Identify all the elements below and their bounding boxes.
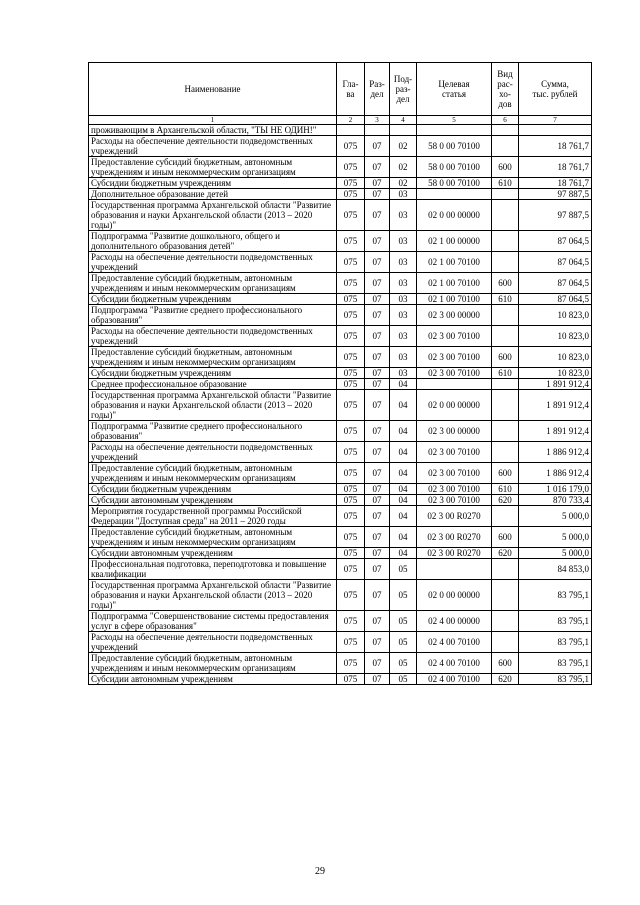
cell-vid [492, 580, 519, 611]
cell-name: Подпрограмма "Развитие дошкольного, общего и дополнительного образования детей" [89, 231, 337, 252]
cell-podrazdel: 04 [390, 442, 417, 463]
cell-summa: 870 733,4 [519, 495, 592, 506]
column-number: 5 [417, 116, 492, 125]
cell-name: Расходы на обеспечение деятельности подведомственных учреждений [89, 632, 337, 653]
cell-statya: 02 0 00 00000 [417, 200, 492, 231]
cell-summa: 18 761,7 [519, 136, 592, 157]
cell-glava: 075 [337, 421, 365, 442]
column-number: 7 [519, 116, 592, 125]
cell-statya: 02 3 00 70100 [417, 484, 492, 495]
cell-statya: 02 3 00 R0270 [417, 506, 492, 527]
cell-vid [492, 189, 519, 200]
column-number: 1 [89, 116, 337, 125]
cell-glava: 075 [337, 273, 365, 294]
cell-summa: 18 761,7 [519, 157, 592, 178]
cell-podrazdel: 03 [390, 347, 417, 368]
table-row [89, 484, 592, 495]
table-row [89, 506, 592, 527]
cell-glava: 075 [337, 368, 365, 379]
cell-razdel: 07 [365, 653, 390, 674]
cell-vid [492, 136, 519, 157]
cell-glava: 075 [337, 674, 365, 685]
table-row [89, 548, 592, 559]
column-number-row [89, 116, 592, 125]
cell-vid: 610 [492, 178, 519, 189]
cell-glava: 075 [337, 653, 365, 674]
cell-name: Расходы на обеспечение деятельности подведомственных учреждений [89, 326, 337, 347]
column-number: 2 [337, 116, 365, 125]
header-summa: Сумма, тыс. рублей [519, 63, 592, 116]
cell-vid [492, 125, 519, 136]
cell-razdel: 07 [365, 347, 390, 368]
cell-name: Подпрограмма "Совершенствование системы предоставления услуг в сфере образования" [89, 611, 337, 632]
cell-razdel: 07 [365, 294, 390, 305]
cell-razdel: 07 [365, 674, 390, 685]
cell-statya [417, 125, 492, 136]
cell-podrazdel: 04 [390, 495, 417, 506]
cell-vid: 610 [492, 484, 519, 495]
cell-podrazdel: 05 [390, 580, 417, 611]
header-podrazdel: Под- раз- дел [390, 63, 417, 116]
cell-glava: 075 [337, 294, 365, 305]
cell-name: Предоставление субсидий бюджетным, автономным учреждениям и иным некоммерческим организациям [89, 463, 337, 484]
cell-razdel: 07 [365, 548, 390, 559]
cell-podrazdel: 05 [390, 611, 417, 632]
cell-podrazdel: 04 [390, 421, 417, 442]
table-row [89, 326, 592, 347]
cell-name: Субсидии автономным учреждениям [89, 674, 337, 685]
cell-glava: 075 [337, 463, 365, 484]
cell-vid [492, 379, 519, 390]
cell-podrazdel: 05 [390, 653, 417, 674]
cell-podrazdel: 02 [390, 157, 417, 178]
cell-glava: 075 [337, 580, 365, 611]
cell-razdel: 07 [365, 484, 390, 495]
cell-razdel [365, 125, 390, 136]
cell-vid: 620 [492, 548, 519, 559]
header-name: Наименование [89, 63, 337, 116]
cell-vid [492, 231, 519, 252]
document-page [88, 62, 591, 685]
table-row [89, 200, 592, 231]
cell-statya [417, 189, 492, 200]
table-row [89, 368, 592, 379]
cell-statya: 02 1 00 70100 [417, 252, 492, 273]
cell-podrazdel: 04 [390, 463, 417, 484]
table-row [89, 390, 592, 421]
page-number: 29 [315, 866, 325, 877]
column-number: 3 [365, 116, 390, 125]
cell-name: Предоставление субсидий бюджетным, автономным учреждениям и иным некоммерческим организациям [89, 653, 337, 674]
cell-name: проживающим в Архангельской области, "ТЫ НЕ ОДИН!" [89, 125, 337, 136]
cell-podrazdel: 03 [390, 368, 417, 379]
cell-vid [492, 611, 519, 632]
cell-glava: 075 [337, 136, 365, 157]
cell-glava: 075 [337, 231, 365, 252]
cell-podrazdel: 03 [390, 273, 417, 294]
cell-summa: 1 886 912,4 [519, 442, 592, 463]
cell-name: Предоставление субсидий бюджетным, автономным учреждениям и иным некоммерческим организациям [89, 157, 337, 178]
cell-podrazdel: 05 [390, 559, 417, 580]
table-row [89, 442, 592, 463]
cell-summa: 97 887,5 [519, 189, 592, 200]
cell-summa: 87 064,5 [519, 273, 592, 294]
cell-razdel: 07 [365, 390, 390, 421]
cell-razdel: 07 [365, 326, 390, 347]
cell-glava: 075 [337, 548, 365, 559]
cell-statya: 02 3 00 70100 [417, 463, 492, 484]
table-row [89, 611, 592, 632]
cell-razdel: 07 [365, 136, 390, 157]
cell-razdel: 07 [365, 611, 390, 632]
cell-vid [492, 305, 519, 326]
cell-podrazdel: 04 [390, 379, 417, 390]
cell-razdel: 07 [365, 421, 390, 442]
cell-glava: 075 [337, 379, 365, 390]
cell-summa: 84 853,0 [519, 559, 592, 580]
table-row [89, 632, 592, 653]
cell-vid [492, 559, 519, 580]
cell-summa: 97 887,5 [519, 200, 592, 231]
cell-name: Мероприятия государственной программы Российской Федерации "Доступная среда" на 2011 – 2020 годы [89, 506, 337, 527]
cell-razdel: 07 [365, 527, 390, 548]
cell-razdel: 07 [365, 559, 390, 580]
table-row [89, 305, 592, 326]
cell-summa: 87 064,5 [519, 252, 592, 273]
cell-summa: 1 886 912,4 [519, 463, 592, 484]
cell-glava: 075 [337, 442, 365, 463]
cell-statya [417, 559, 492, 580]
table-row [89, 273, 592, 294]
header-statya: Целевая статья [417, 63, 492, 116]
cell-statya: 58 0 00 70100 [417, 178, 492, 189]
cell-name: Предоставление субсидий бюджетным, автономным учреждениям и иным некоммерческим организациям [89, 347, 337, 368]
table-row [89, 294, 592, 305]
cell-summa: 10 823,0 [519, 368, 592, 379]
table-row [89, 653, 592, 674]
table-row [89, 463, 592, 484]
cell-razdel: 07 [365, 506, 390, 527]
cell-glava: 075 [337, 347, 365, 368]
cell-razdel: 07 [365, 368, 390, 379]
cell-name: Государственная программа Архангельской области "Развитие образования и науки Архангельской области (2013 – 2020 годы)" [89, 390, 337, 421]
cell-summa: 83 795,1 [519, 632, 592, 653]
cell-name: Субсидии автономным учреждениям [89, 548, 337, 559]
cell-summa: 1 891 912,4 [519, 390, 592, 421]
cell-summa: 83 795,1 [519, 653, 592, 674]
cell-podrazdel: 03 [390, 200, 417, 231]
cell-statya: 02 0 00 00000 [417, 580, 492, 611]
cell-podrazdel: 04 [390, 527, 417, 548]
table-row [89, 347, 592, 368]
table-row [89, 252, 592, 273]
cell-podrazdel: 04 [390, 506, 417, 527]
cell-vid [492, 390, 519, 421]
cell-razdel: 07 [365, 632, 390, 653]
header-vid: Вид рас- хо- дов [492, 63, 519, 116]
cell-podrazdel: 02 [390, 178, 417, 189]
cell-glava: 075 [337, 611, 365, 632]
cell-podrazdel: 03 [390, 252, 417, 273]
cell-razdel: 07 [365, 231, 390, 252]
cell-statya: 58 0 00 70100 [417, 157, 492, 178]
cell-name: Государственная программа Архангельской области "Развитие образования и науки Архангельской области (2013 – 2020 годы)" [89, 580, 337, 611]
cell-vid [492, 442, 519, 463]
cell-statya: 02 3 00 00000 [417, 421, 492, 442]
cell-glava: 075 [337, 390, 365, 421]
cell-glava: 075 [337, 632, 365, 653]
cell-glava: 075 [337, 157, 365, 178]
cell-glava: 075 [337, 326, 365, 347]
cell-name: Расходы на обеспечение деятельности подведомственных учреждений [89, 136, 337, 157]
cell-vid: 620 [492, 674, 519, 685]
cell-summa: 10 823,0 [519, 305, 592, 326]
header-glava: Гла- ва [337, 63, 365, 116]
cell-podrazdel: 03 [390, 326, 417, 347]
cell-statya: 02 3 00 70100 [417, 368, 492, 379]
cell-summa: 10 823,0 [519, 326, 592, 347]
cell-statya: 02 4 00 00000 [417, 611, 492, 632]
cell-statya: 02 3 00 70100 [417, 347, 492, 368]
cell-razdel: 07 [365, 157, 390, 178]
cell-razdel: 07 [365, 189, 390, 200]
cell-summa: 83 795,1 [519, 611, 592, 632]
cell-podrazdel: 03 [390, 231, 417, 252]
cell-glava: 075 [337, 200, 365, 231]
table-row [89, 495, 592, 506]
cell-vid: 600 [492, 463, 519, 484]
cell-podrazdel: 04 [390, 548, 417, 559]
header-row [89, 63, 592, 116]
cell-vid [492, 252, 519, 273]
cell-statya: 02 1 00 00000 [417, 231, 492, 252]
cell-vid: 600 [492, 653, 519, 674]
cell-name: Субсидии бюджетным учреждениям [89, 294, 337, 305]
budget-table [88, 62, 592, 685]
table-row [89, 136, 592, 157]
cell-statya: 02 1 00 70100 [417, 294, 492, 305]
cell-podrazdel: 05 [390, 674, 417, 685]
cell-vid: 600 [492, 273, 519, 294]
cell-name: Дополнительное образование детей [89, 189, 337, 200]
cell-summa: 5 000,0 [519, 548, 592, 559]
table-row [89, 559, 592, 580]
cell-summa: 87 064,5 [519, 231, 592, 252]
cell-name: Профессиональная подготовка, переподготовка и повышение квалификации [89, 559, 337, 580]
cell-name: Субсидии бюджетным учреждениям [89, 484, 337, 495]
cell-statya [417, 379, 492, 390]
table-row [89, 157, 592, 178]
cell-summa: 83 795,1 [519, 674, 592, 685]
cell-podrazdel: 03 [390, 294, 417, 305]
cell-glava: 075 [337, 559, 365, 580]
cell-summa: 5 000,0 [519, 506, 592, 527]
cell-podrazdel: 04 [390, 390, 417, 421]
cell-glava [337, 125, 365, 136]
cell-name: Среднее профессиональное образование [89, 379, 337, 390]
cell-vid: 610 [492, 294, 519, 305]
cell-summa [519, 125, 592, 136]
cell-razdel: 07 [365, 252, 390, 273]
table-row [89, 125, 592, 136]
cell-podrazdel: 03 [390, 305, 417, 326]
cell-vid: 610 [492, 368, 519, 379]
cell-glava: 075 [337, 189, 365, 200]
table-row [89, 527, 592, 548]
table-row [89, 231, 592, 252]
cell-statya: 02 3 00 00000 [417, 305, 492, 326]
cell-razdel: 07 [365, 273, 390, 294]
cell-podrazdel [390, 125, 417, 136]
cell-glava: 075 [337, 305, 365, 326]
cell-podrazdel: 03 [390, 189, 417, 200]
cell-statya: 58 0 00 70100 [417, 136, 492, 157]
cell-glava: 075 [337, 495, 365, 506]
cell-name: Предоставление субсидий бюджетным, автономным учреждениям и иным некоммерческим организациям [89, 527, 337, 548]
cell-vid [492, 632, 519, 653]
cell-summa: 1 016 179,0 [519, 484, 592, 495]
cell-statya: 02 1 00 70100 [417, 273, 492, 294]
header-razdel: Раз- дел [365, 63, 390, 116]
cell-name: Государственная программа Архангельской области "Развитие образования и науки Архангельской области (2013 – 2020 годы)" [89, 200, 337, 231]
cell-statya: 02 4 00 70100 [417, 674, 492, 685]
cell-name: Предоставление субсидий бюджетным, автономным учреждениям и иным некоммерческим организациям [89, 273, 337, 294]
cell-summa: 1 891 912,4 [519, 421, 592, 442]
cell-vid [492, 421, 519, 442]
cell-podrazdel: 05 [390, 632, 417, 653]
cell-name: Субсидии бюджетным учреждениям [89, 178, 337, 189]
cell-statya: 02 0 00 00000 [417, 390, 492, 421]
cell-summa: 10 823,0 [519, 347, 592, 368]
cell-name: Расходы на обеспечение деятельности подведомственных учреждений [89, 252, 337, 273]
cell-vid: 600 [492, 347, 519, 368]
cell-glava: 075 [337, 506, 365, 527]
cell-razdel: 07 [365, 178, 390, 189]
cell-name: Подпрограмма "Развитие среднего профессионального образования" [89, 421, 337, 442]
cell-podrazdel: 04 [390, 484, 417, 495]
cell-statya: 02 3 00 70100 [417, 326, 492, 347]
cell-glava: 075 [337, 178, 365, 189]
cell-name: Подпрограмма "Развитие среднего профессионального образования" [89, 305, 337, 326]
cell-summa: 5 000,0 [519, 527, 592, 548]
cell-vid [492, 506, 519, 527]
cell-glava: 075 [337, 252, 365, 273]
cell-summa: 1 891 912,4 [519, 379, 592, 390]
cell-statya: 02 3 00 70100 [417, 442, 492, 463]
cell-razdel: 07 [365, 379, 390, 390]
cell-razdel: 07 [365, 463, 390, 484]
cell-vid: 620 [492, 495, 519, 506]
cell-razdel: 07 [365, 580, 390, 611]
cell-name: Расходы на обеспечение деятельности подведомственных учреждений [89, 442, 337, 463]
cell-vid: 600 [492, 527, 519, 548]
table-body [89, 125, 592, 685]
cell-vid [492, 200, 519, 231]
cell-razdel: 07 [365, 495, 390, 506]
table-row [89, 674, 592, 685]
table-row [89, 421, 592, 442]
cell-summa: 87 064,5 [519, 294, 592, 305]
cell-summa: 83 795,1 [519, 580, 592, 611]
cell-vid [492, 326, 519, 347]
cell-razdel: 07 [365, 442, 390, 463]
cell-razdel: 07 [365, 200, 390, 231]
table-row [89, 379, 592, 390]
cell-statya: 02 3 00 R0270 [417, 548, 492, 559]
cell-statya: 02 4 00 70100 [417, 632, 492, 653]
cell-vid: 600 [492, 157, 519, 178]
cell-name: Субсидии автономным учреждениям [89, 495, 337, 506]
table-row [89, 178, 592, 189]
table-row [89, 580, 592, 611]
cell-glava: 075 [337, 527, 365, 548]
cell-summa: 18 761,7 [519, 178, 592, 189]
cell-statya: 02 3 00 R0270 [417, 527, 492, 548]
cell-razdel: 07 [365, 305, 390, 326]
cell-statya: 02 4 00 70100 [417, 653, 492, 674]
cell-name: Субсидии бюджетным учреждениям [89, 368, 337, 379]
cell-podrazdel: 02 [390, 136, 417, 157]
column-number: 6 [492, 116, 519, 125]
column-number: 4 [390, 116, 417, 125]
cell-glava: 075 [337, 484, 365, 495]
table-row [89, 189, 592, 200]
cell-statya: 02 3 00 70100 [417, 495, 492, 506]
